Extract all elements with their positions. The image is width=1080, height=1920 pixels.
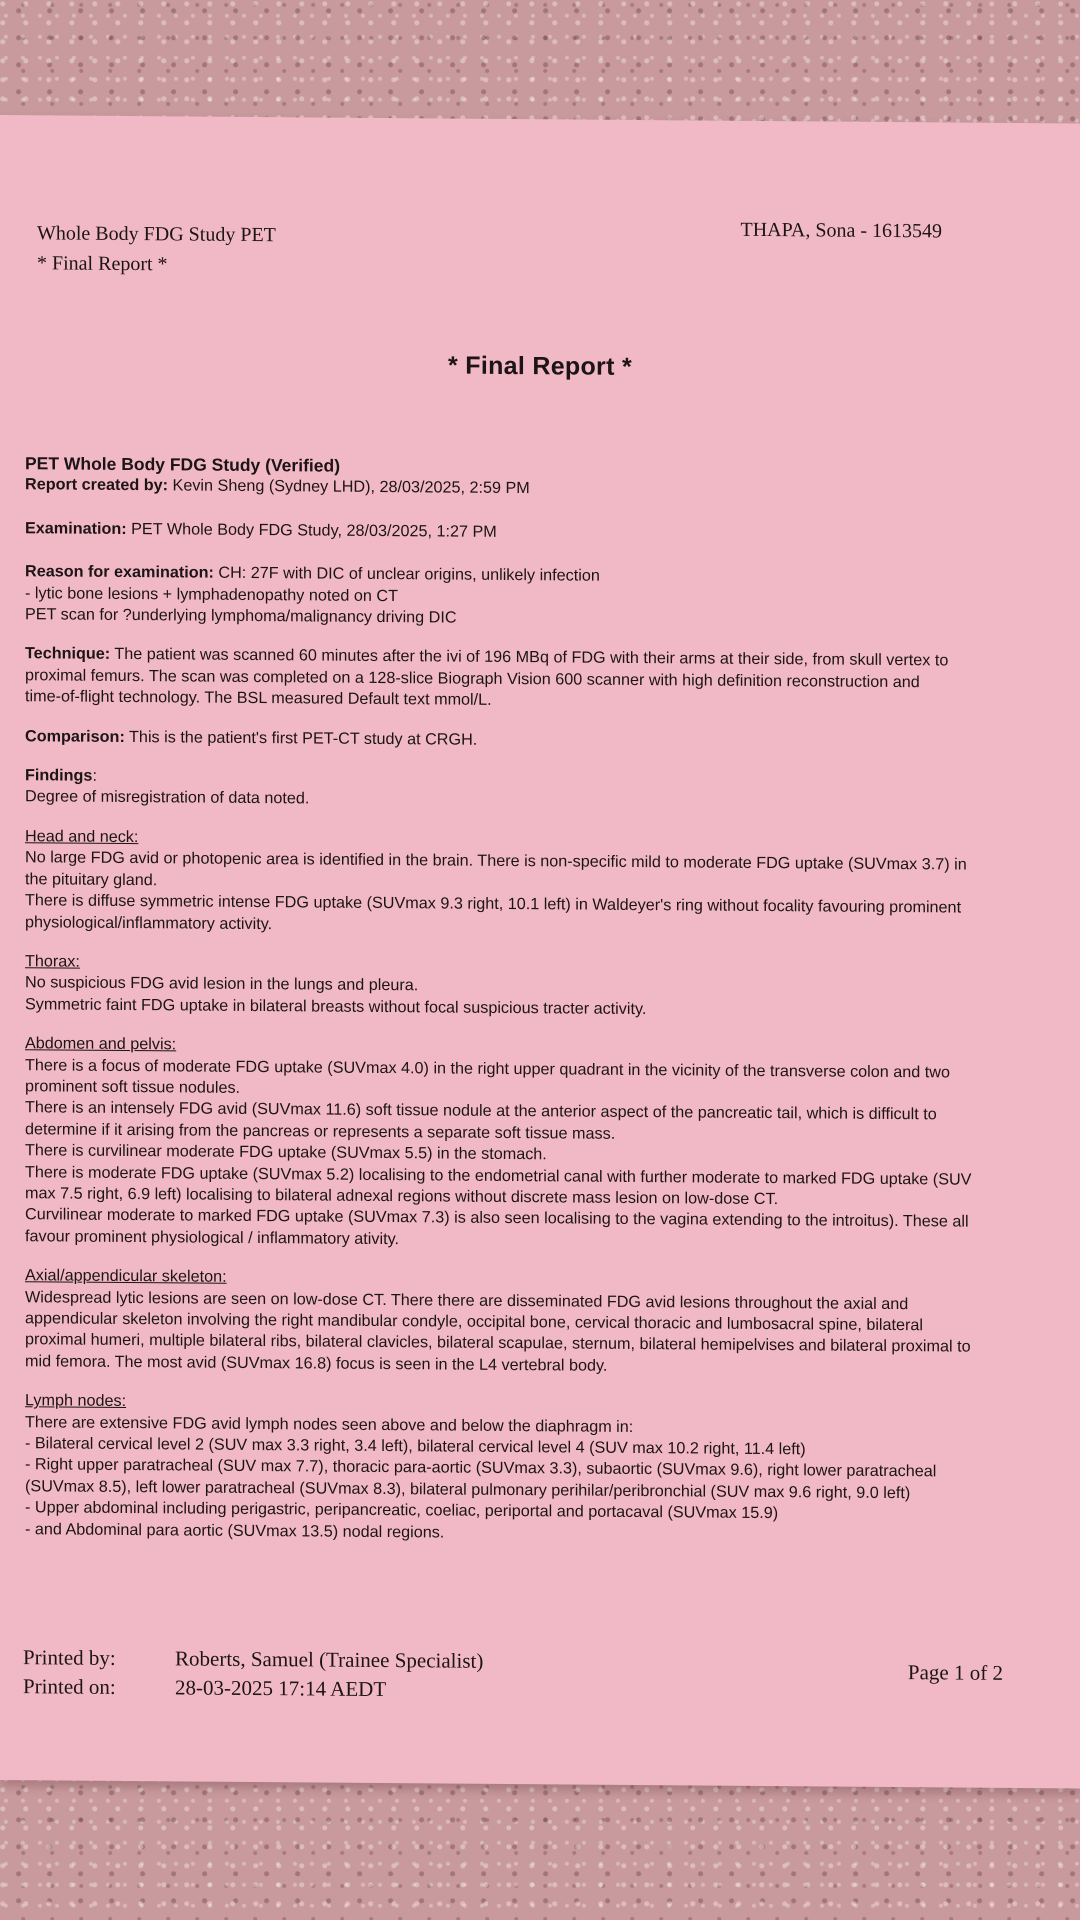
printed-on-label: Printed on:: [23, 1674, 116, 1699]
section-heading-abdomen: Abdomen and pelvis:: [25, 1034, 177, 1054]
technique-first: The patient was scanned 60 minutes after the ivi of 196 MBq of FDG with their arms at their side, from skull vertex to: [110, 645, 949, 670]
reason-line: PET scan for ?underlying lymphoma/malignancy driving DIC: [25, 605, 457, 627]
section-line: max 7.5 right, 6.9 left) localising to bilateral adnexal regions without discrete mass lesion on low-dose CT.: [25, 1184, 779, 1209]
comparison-value: This is the patient's first PET-CT study at CRGH.: [124, 727, 478, 749]
section-line: - Right upper paratracheal (SUV max 7.7), thoracic para-aortic (SUVmax 3.3), subaortic (SUVmax 9.6), right lower paratracheal: [25, 1455, 937, 1481]
technique-line: time-of-flight technology. The BSL measured Default text mmol/L.: [25, 687, 492, 710]
comparison: [25, 726, 1065, 756]
section-line: - and Abdominal para aortic (SUVmax 13.5) nodal regions.: [25, 1519, 445, 1542]
section-line: Symmetric faint FDG uptake in bilateral breasts without focal suspicious tracter activity.: [25, 994, 647, 1018]
page-number: Page 1 of 2: [907, 1660, 1003, 1685]
created-label: Report created by:: [25, 475, 169, 495]
technique-line: proximal femurs. The scan was completed on a 128-slice Biograph Vision 600 scanner with high definition reconstruction and: [25, 666, 920, 692]
section-line: There is moderate FDG uptake (SUVmax 5.2) localising to the endometrial canal with further moderate to marked FDG uptake (SUV: [25, 1162, 972, 1189]
status-line: * Final Report *: [37, 252, 168, 276]
created-value: Kevin Sheng (Sydney LHD), 28/03/2025, 2:59 PM: [168, 476, 530, 498]
section-line: mid femora. The most avid (SUVmax 16.8) focus is seen in the L4 vertebral body.: [25, 1352, 608, 1375]
study-title: Whole Body FDG Study PET: [37, 222, 276, 247]
section-line: Curvilinear moderate to marked FDG uptake (SUVmax 7.3) is also seen localising to the vagina extending to the introitus). These all: [25, 1205, 969, 1231]
page-footer: [23, 1643, 1023, 1709]
section-line: Widespread lytic lesions are seen on low-dose CT. There there are disseminated FDG avid lesions throughout the axial and: [25, 1287, 909, 1313]
patient-id: THAPA, Sona - 1613549: [740, 218, 942, 243]
report-heading: PET Whole Body FDG Study (Verified): [25, 453, 341, 476]
section-line: favour prominent physiological / inflammatory ativity.: [25, 1226, 399, 1248]
examination: [25, 518, 1065, 548]
reason-line: - lytic bone lesions + lymphadenopathy noted on CT: [25, 583, 398, 605]
section-heading-lymph-nodes: Lymph nodes:: [25, 1391, 127, 1411]
section-line: No suspicious FDG avid lesion in the lungs and pleura.: [25, 973, 419, 995]
section-line: proximal humeri, multiple bilateral ribs, bilateral clavicles, bilateral scapulae, sternum, bilateral hemipelvises and bilateral proximal to: [25, 1330, 971, 1357]
reason-value: CH: 27F with DIC of unclear origins, unlikely infection: [213, 563, 600, 585]
page-header-left: [37, 218, 276, 280]
section-line: No large FDG avid or photopenic area is identified in the brain. There is non-specific mild to moderate FDG uptake (SUVmax 3.7) in: [25, 848, 967, 874]
section-line: physiological/inflammatory activity.: [25, 912, 273, 933]
section-line: appendicular skeleton involving the right mandibular condyle, occipital bone, cervical thoracic and lumbosacral spine, bilateral: [25, 1309, 924, 1335]
findings-label: Findings: [25, 766, 93, 785]
section-heading-thorax: Thorax:: [25, 952, 80, 971]
section-line: (SUVmax 8.5), left lower paratracheal (SUVmax 8.3), bilateral pulmonary perihilar/peribronchial (SUV max 9.6 right, 9.0 left): [25, 1477, 911, 1502]
section-line: - Bilateral cervical level 2 (SUV max 3.3 right, 3.4 left), bilateral cervical level 4 (SUV max 10.2 right, 11.4 left): [25, 1434, 806, 1459]
section-line: There is a focus of moderate FDG uptake (SUVmax 4.0) in the right upper quadrant in the vicinity of the transverse colon and two: [25, 1055, 950, 1081]
section-line: There is an intensely FDG avid (SUVmax 11.6) soft tissue nodule at the anterior aspect of the pancreatic tail, which is difficult to: [25, 1098, 937, 1124]
exam-label: Examination:: [25, 519, 127, 538]
exam-value: PET Whole Body FDG Study, 28/03/2025, 1:27 PM: [126, 519, 497, 541]
report-body: [25, 453, 1065, 1548]
findings-colon: :: [92, 766, 97, 785]
section-line: prominent soft tissue nodules.: [25, 1077, 241, 1097]
findings-line: Degree of misregistration of data noted.: [25, 787, 310, 808]
section-line: There is curvilinear moderate FDG uptake (SUVmax 5.5) in the stomach.: [25, 1141, 547, 1164]
printed-on-value: 28-03-2025 17:14 AEDT: [175, 1675, 387, 1702]
section-heading-head-neck: Head and neck:: [25, 827, 139, 846]
section-line: There is diffuse symmetric intense FDG uptake (SUVmax 9.3 right, 10.1 left) in Waldeyer's ring without focality favouring prominent: [25, 891, 962, 917]
section-line: There are extensive FDG avid lymph nodes seen above and below the diaphragm in:: [25, 1412, 634, 1436]
section-line: - Upper abdominal including perigastric, peripancreatic, coeliac, periportal and portacaval (SUVmax 15.9): [25, 1498, 779, 1523]
section-line: the pituitary gland.: [25, 869, 158, 889]
technique-label: Technique:: [25, 644, 111, 664]
section-line: determine if it arising from the pancreas or represents a separate soft tissue mass.: [25, 1119, 616, 1143]
printed-by-value: Roberts, Samuel (Trainee Specialist): [175, 1646, 484, 1673]
reason-label: Reason for examination:: [25, 562, 214, 582]
printed-by-label: Printed by:: [23, 1645, 116, 1670]
report-page: [0, 115, 1080, 1788]
comparison-label: Comparison:: [25, 726, 125, 746]
page-title: * Final Report *: [448, 351, 632, 381]
section-heading-skeleton: Axial/appendicular skeleton:: [25, 1266, 227, 1286]
